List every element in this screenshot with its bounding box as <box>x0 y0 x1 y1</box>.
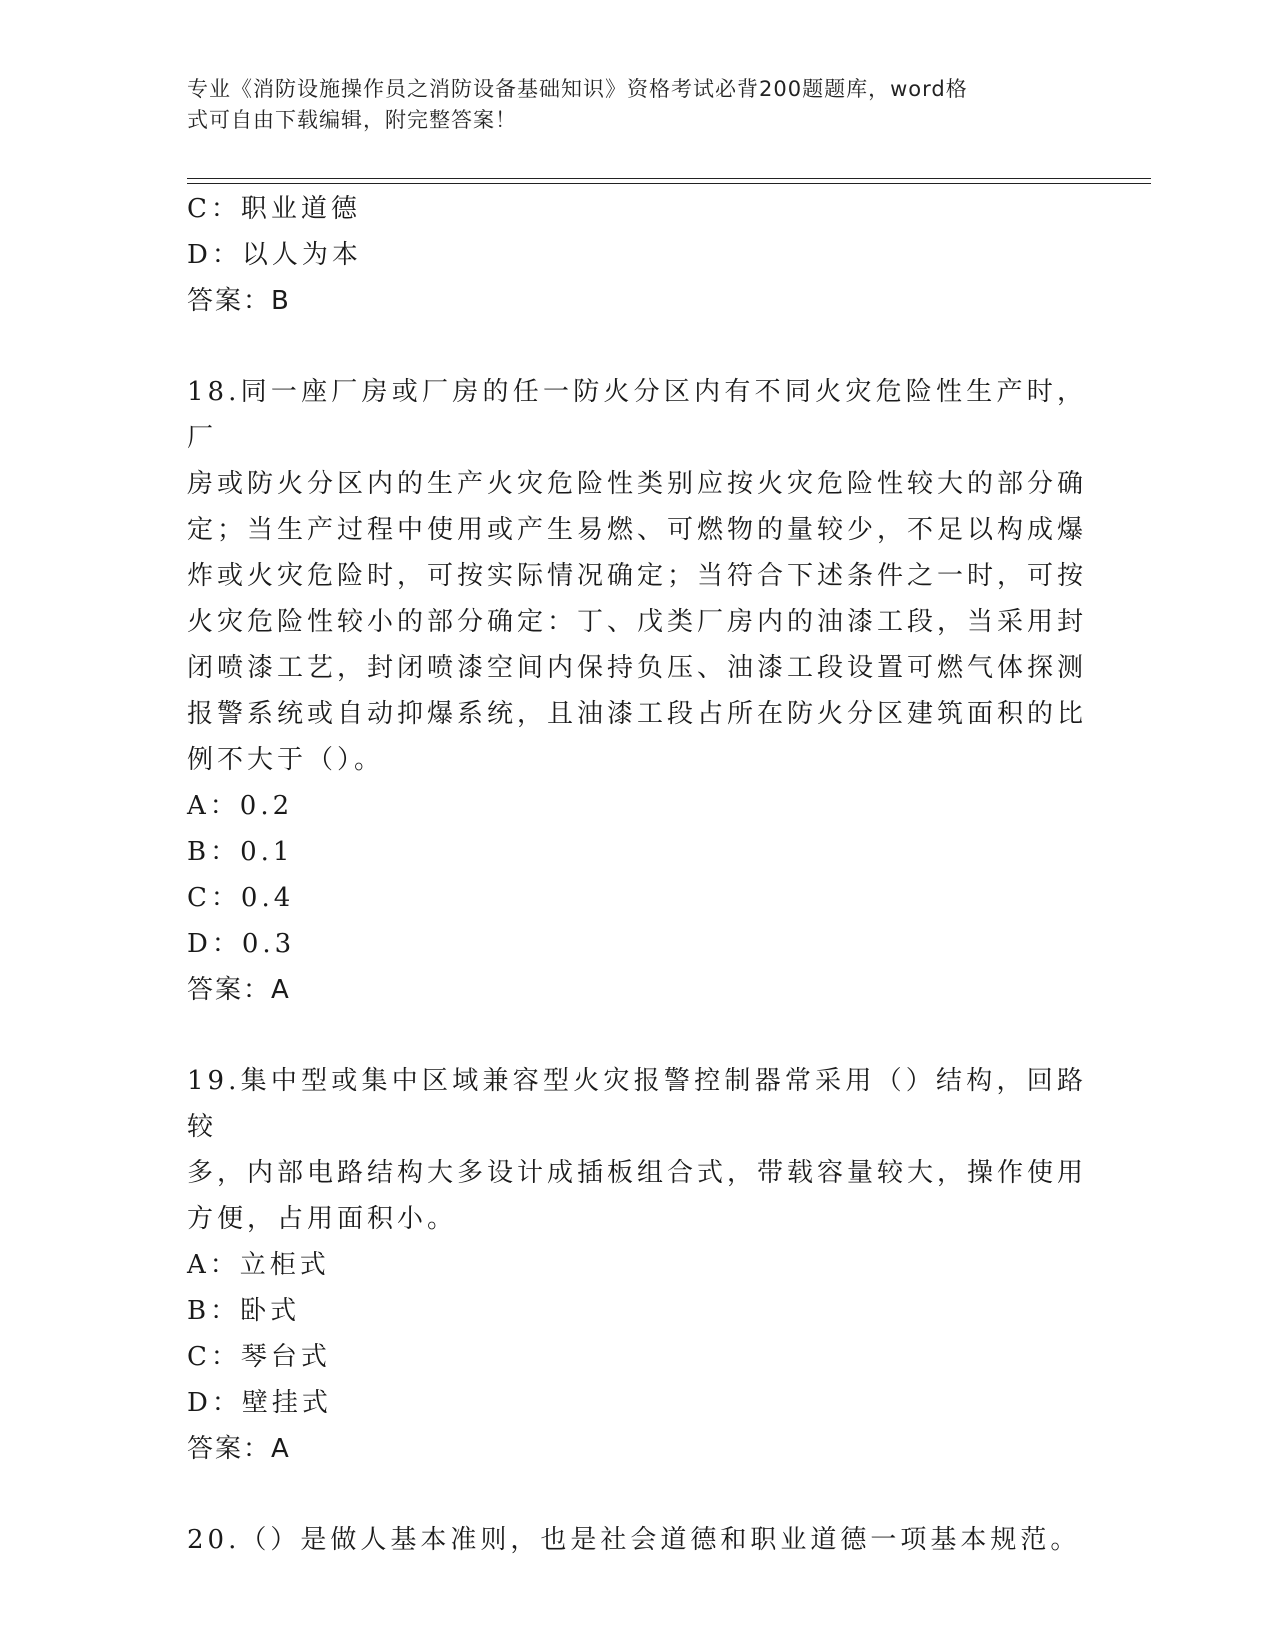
option-c <box>187 1334 1087 1380</box>
question-spacer <box>187 1472 1087 1517</box>
question-text <box>187 1058 1087 1242</box>
option-d <box>187 1380 1087 1426</box>
option-text: 0.2 <box>239 791 294 821</box>
question-line-text: 集中型或集中区域兼容型火灾报警控制器常采用（）结构，回路较 <box>187 1066 1087 1142</box>
question-line: 报警系统或自动抑爆系统，且油漆工段占所在防火分区建筑面积的比 <box>187 699 1088 729</box>
option-c <box>187 186 1087 232</box>
question-text <box>187 369 1087 783</box>
option-text: 壁挂式 <box>241 1388 332 1418</box>
question-19 <box>187 1058 1087 1472</box>
question-number: 20. <box>187 1525 241 1555</box>
option-label: B： <box>187 837 241 867</box>
option-d <box>187 232 1087 278</box>
question-line: 房或防火分区内的生产火灾危险性类别应按火灾危险性较大的部分确 <box>187 469 1088 499</box>
question-18 <box>187 369 1087 1013</box>
question-line: 闭喷漆工艺，封闭喷漆空间内保持负压、油漆工段设置可燃气体探测 <box>187 653 1088 683</box>
question-line: 例不大于（）。 <box>187 745 385 775</box>
option-b <box>187 829 1087 875</box>
question-line-text: 同一座厂房或厂房的任一防火分区内有不同火灾危险性生产时，厂 <box>187 377 1087 453</box>
question-spacer <box>187 324 1087 369</box>
option-c <box>187 875 1087 921</box>
option-text: 琴台式 <box>240 1342 331 1372</box>
header-title-line-2: 式可自由下载编辑，附完整答案！ <box>187 108 517 132</box>
question-line-text: （）是做人基本准则，也是社会道德和职业道德一项基本规范。 <box>240 1525 1081 1555</box>
header-double-rule <box>187 178 1151 184</box>
option-label: B： <box>187 1296 241 1326</box>
option-label: C： <box>187 194 241 224</box>
option-label: C： <box>187 883 241 913</box>
option-b <box>187 1288 1087 1334</box>
question-17-tail <box>187 186 1087 324</box>
option-text: 0.4 <box>240 883 295 913</box>
question-20 <box>187 1517 1087 1563</box>
option-a <box>187 783 1087 829</box>
option-label: A： <box>187 791 240 821</box>
option-label: D： <box>187 929 242 959</box>
answer-line: 答案：A <box>187 975 291 1005</box>
option-label: D： <box>187 1388 242 1418</box>
option-label: D： <box>187 240 242 270</box>
question-line: 火灾危险性较小的部分确定：丁、戊类厂房内的油漆工段，当采用封 <box>187 607 1088 637</box>
option-a <box>187 1242 1087 1288</box>
option-text: 0.1 <box>240 837 294 867</box>
answer-line: 答案：B <box>187 286 291 316</box>
question-line <box>187 369 1087 461</box>
option-text: 0.3 <box>241 929 296 959</box>
option-text: 立柜式 <box>239 1250 330 1280</box>
option-label: A： <box>187 1250 240 1280</box>
question-line: 多，内部电路结构大多设计成插板组合式，带载容量较大，操作使用 <box>187 1158 1088 1188</box>
header-title-line-1: 专业《消防设施操作员之消防设备基础知识》资格考试必背200题题库，word格 <box>187 77 968 101</box>
document-header <box>187 74 1087 136</box>
question-line: 炸或火灾危险时，可按实际情况确定；当符合下述条件之一时，可按 <box>187 561 1088 591</box>
question-line: 方便，占用面积小。 <box>187 1204 458 1234</box>
question-content <box>187 186 1087 1563</box>
question-line <box>187 1517 1087 1563</box>
question-line <box>187 1058 1087 1150</box>
answer-line: 答案：A <box>187 1434 291 1464</box>
option-text: 职业道德 <box>240 194 361 224</box>
question-number: 18. <box>187 377 241 407</box>
option-text: 卧式 <box>240 1296 301 1326</box>
option-text: 以人为本 <box>241 240 362 270</box>
question-text <box>187 1517 1087 1563</box>
option-d <box>187 921 1087 967</box>
question-number: 19. <box>187 1066 241 1096</box>
question-line: 定；当生产过程中使用或产生易燃、可燃物的量较少，不足以构成爆 <box>187 515 1088 545</box>
option-label: C： <box>187 1342 241 1372</box>
question-spacer <box>187 1013 1087 1058</box>
